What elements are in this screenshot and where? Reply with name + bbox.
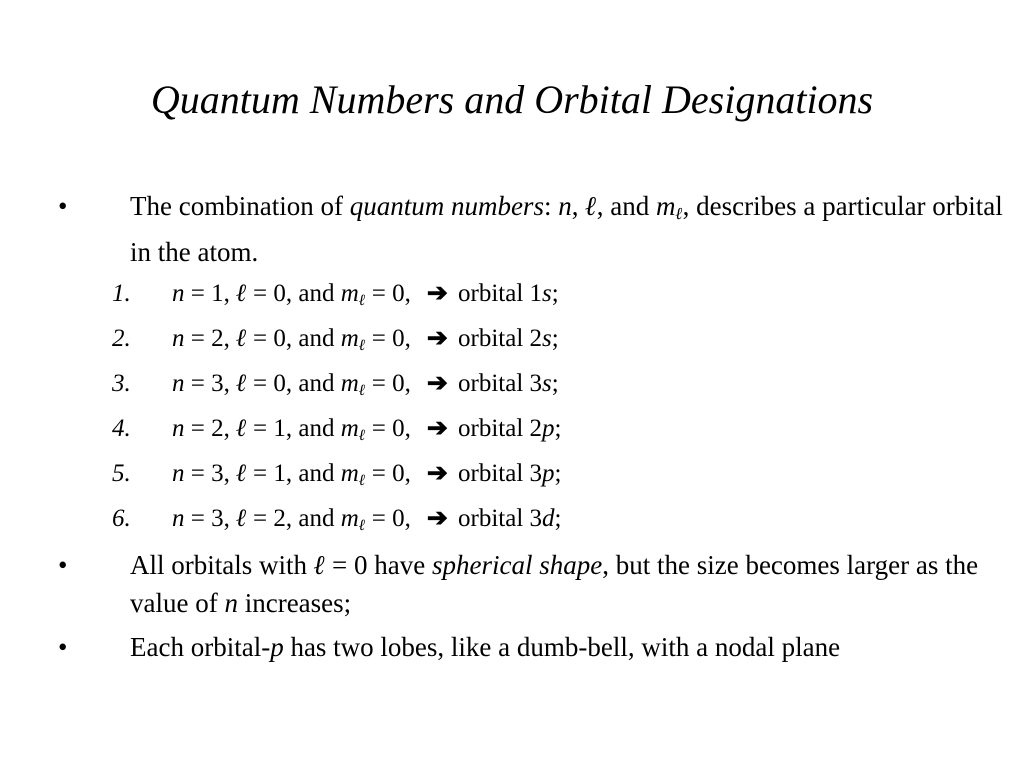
item-text: n = 3, ℓ = 0, and $m_\ell = 0$, ➔ orbital 3s; [172, 370, 559, 399]
bullet-text: All orbitals with ℓ = 0 have spherical shape, but the size becomes larger as the value of n increases; [130, 550, 979, 618]
orbital-item [112, 276, 972, 319]
item-number: 6. [112, 505, 131, 532]
bullet-spherical [58, 546, 1018, 622]
arrow-right-icon: ➔ [426, 325, 448, 352]
item-text: n = 1, ℓ = 0, and $m_\ell = 0$, ➔ orbital 1s; [172, 280, 559, 309]
orbital-item [112, 456, 972, 499]
item-number: 2. [112, 325, 131, 352]
orbital-item [112, 366, 972, 409]
orbital-item [112, 411, 972, 454]
item-number: 5. [112, 460, 131, 487]
bullet-combination [58, 187, 1018, 271]
arrow-right-icon: ➔ [426, 370, 448, 397]
bullet-text: The combination of quantum numbers: n, ℓ, and $m_\ell$, describes a particular orbital in the atom. [130, 191, 1003, 268]
bullet-dot: • [58, 632, 68, 662]
slide-title: Quantum Numbers and Orbital Designations [150, 77, 874, 122]
arrow-right-icon: ➔ [426, 505, 448, 532]
item-number: 3. [112, 370, 131, 397]
item-text: n = 3, ℓ = 1, and $m_\ell = 0$, ➔ orbital 3p; [172, 460, 562, 489]
orbital-item [112, 321, 972, 364]
arrow-right-icon: ➔ [426, 415, 448, 442]
item-text: n = 3, ℓ = 2, and $m_\ell = 0$, ➔ orbital 3d; [172, 505, 562, 534]
orbital-item [112, 501, 972, 544]
arrow-right-icon: ➔ [426, 280, 448, 307]
bullet-dot: • [58, 550, 68, 580]
item-number: 4. [112, 415, 131, 442]
item-number: 1. [112, 280, 131, 307]
bullet-text: Each orbital-p has two lobes, like a dumb-bell, with a nodal plane [130, 632, 841, 662]
bullet-p-orbital [58, 628, 1018, 666]
arrow-right-icon: ➔ [426, 460, 448, 487]
bullet-dot: • [58, 191, 68, 221]
item-text: n = 2, ℓ = 0, and $m_\ell = 0$, ➔ orbital 2s; [172, 325, 559, 354]
item-text: n = 2, ℓ = 1, and $m_\ell = 0$, ➔ orbital 2p; [172, 415, 562, 444]
